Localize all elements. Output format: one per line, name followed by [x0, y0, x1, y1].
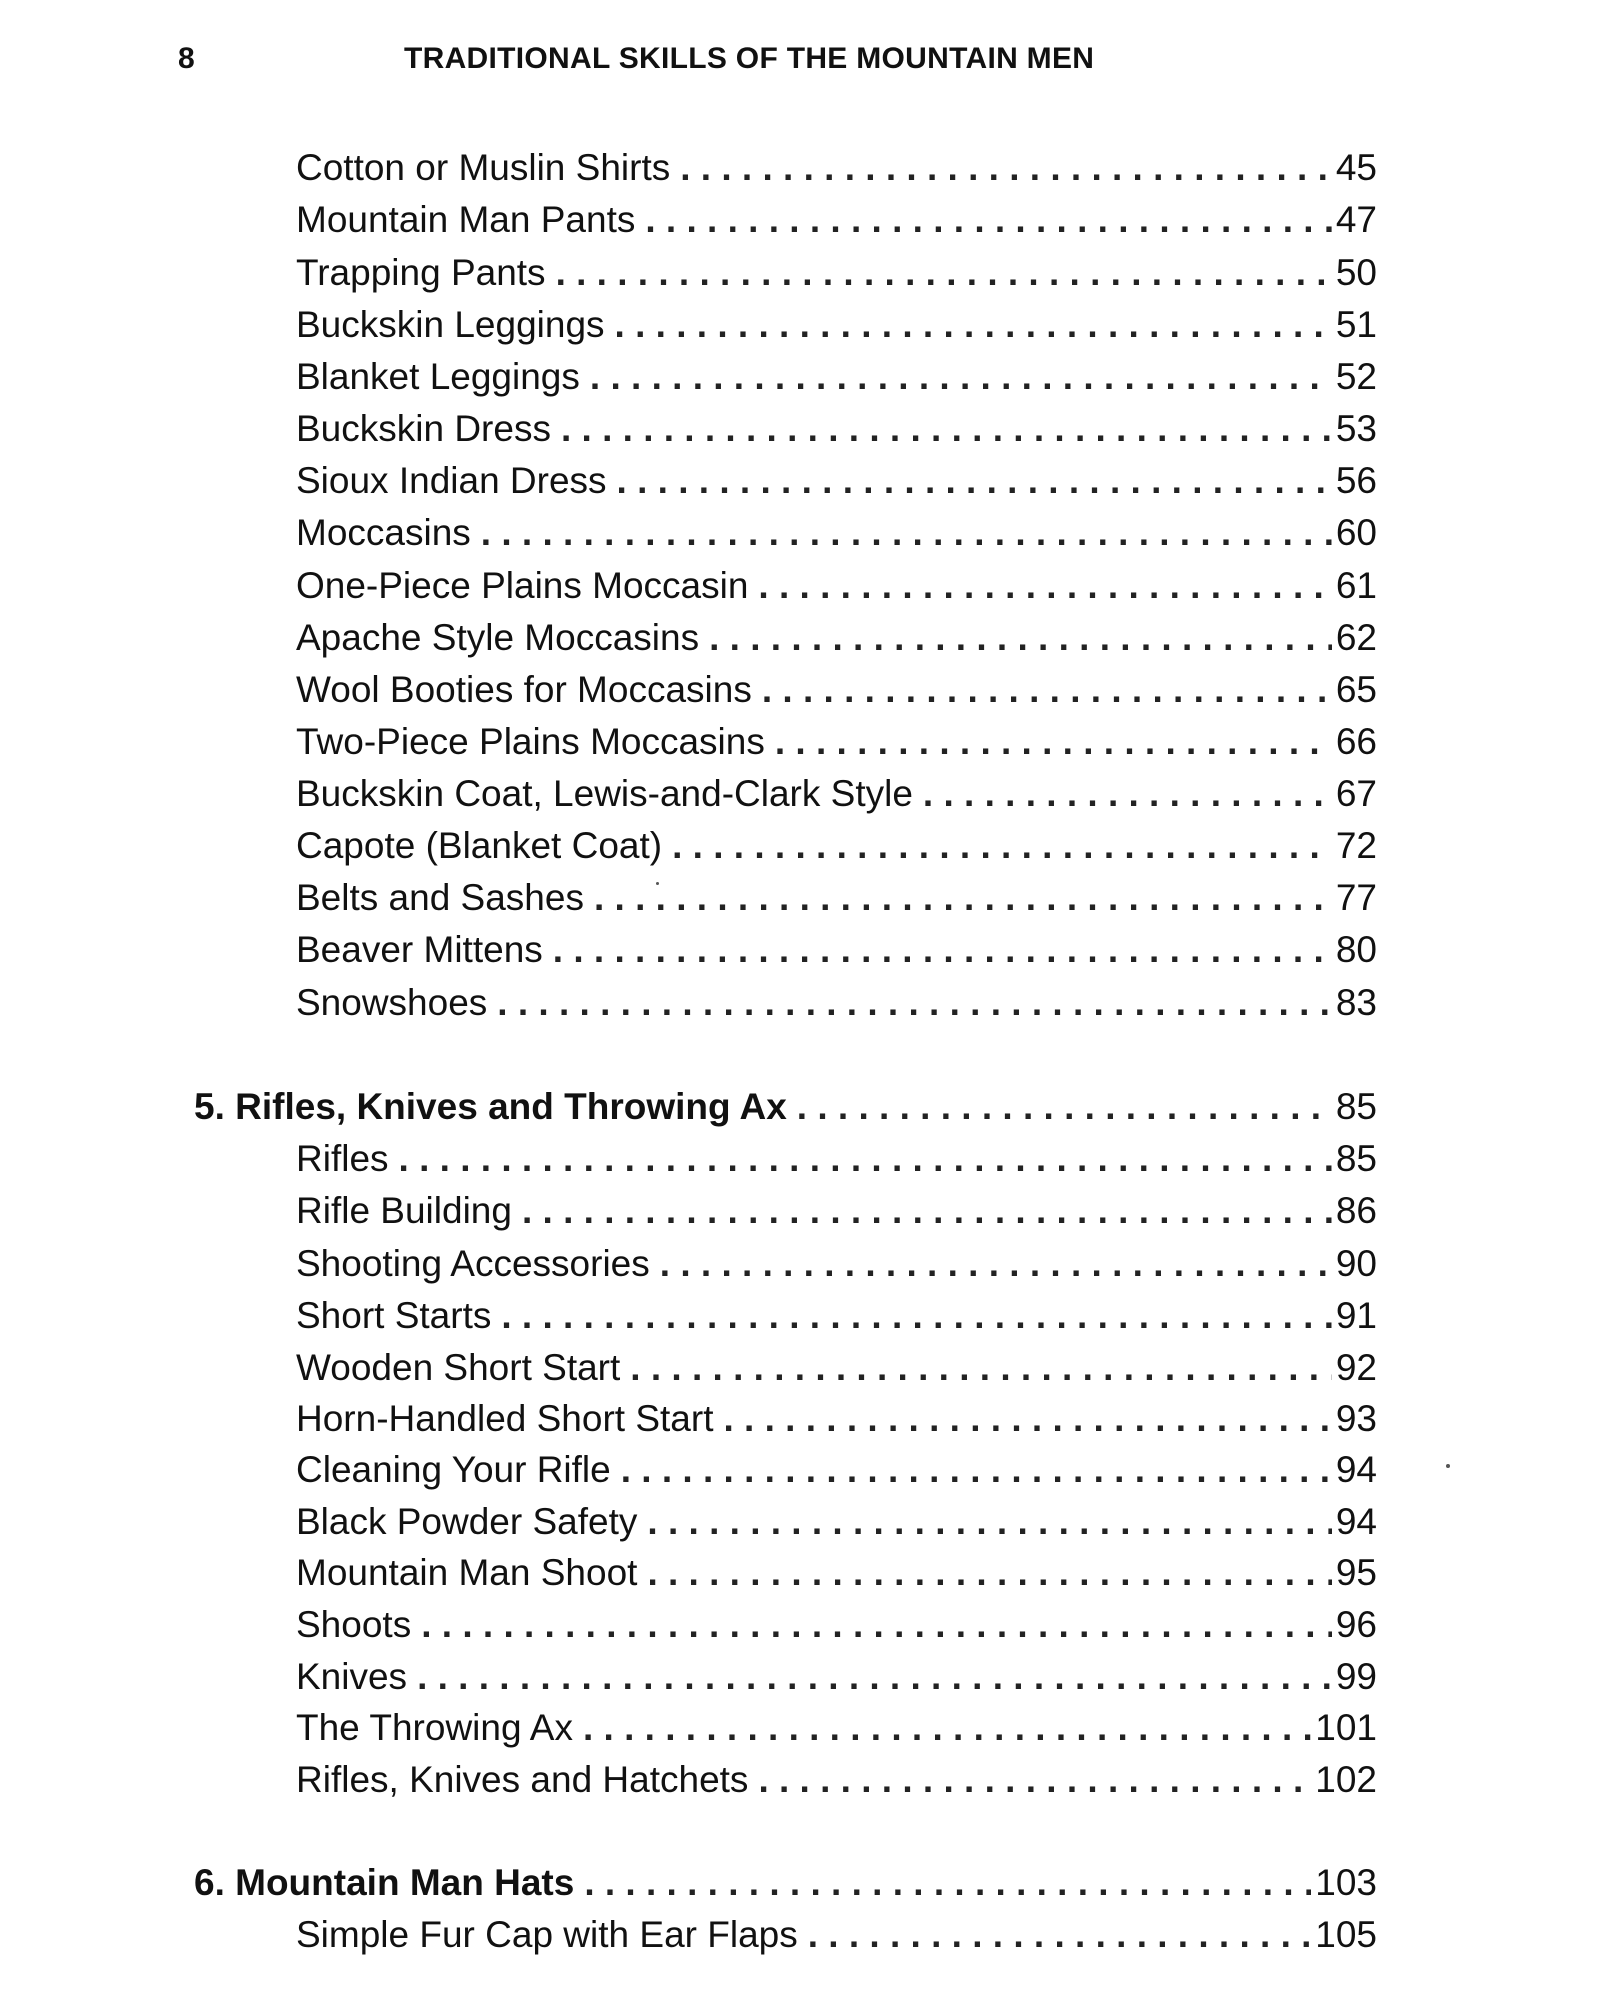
- toc-entry-title: 5. Rifles, Knives and Throwing Ax: [194, 1086, 787, 1127]
- toc-entry-title: Moccasins: [296, 512, 471, 553]
- toc-entry-page: 52: [1335, 356, 1377, 397]
- dot-leader: [553, 926, 1332, 974]
- toc-entry: [296, 1704, 1377, 1752]
- toc-entry-page: 99: [1335, 1656, 1377, 1697]
- toc-entry-title: One-Piece Plains Moccasin: [296, 565, 749, 606]
- running-head: [178, 42, 1178, 86]
- dot-leader: [923, 770, 1332, 818]
- dot-leader: [481, 509, 1332, 557]
- toc-entry: [296, 666, 1377, 714]
- toc-entry-page: 96: [1335, 1604, 1377, 1645]
- toc-entry-title: Sioux Indian Dress: [296, 460, 607, 501]
- dot-leader: [797, 1083, 1332, 1131]
- toc-entry: [296, 770, 1377, 818]
- toc-entry-page: 80: [1335, 929, 1377, 970]
- toc-entry-page: 66: [1335, 721, 1377, 762]
- toc-entry-page: 45: [1335, 147, 1377, 188]
- toc-entry-page: 94: [1335, 1449, 1377, 1490]
- dot-leader: [417, 1653, 1332, 1701]
- toc-entry-title: Belts and Sashes: [296, 877, 584, 918]
- toc-entry-page: 101: [1315, 1707, 1377, 1748]
- toc-entry-title: Wool Booties for Moccasins: [296, 669, 752, 710]
- toc-entry-title: Cotton or Muslin Shirts: [296, 147, 671, 188]
- dot-leader: [723, 1395, 1331, 1443]
- toc-entry-title: Two-Piece Plains Moccasins: [296, 721, 765, 762]
- toc-entry: [296, 509, 1377, 557]
- toc-entry-page: 61: [1335, 565, 1377, 606]
- toc-entry-title: Rifles, Knives and Hatchets: [296, 1759, 749, 1800]
- toc-entry-title: Beaver Mittens: [296, 929, 543, 970]
- toc-entry: [296, 874, 1377, 922]
- print-speck: [1446, 1464, 1450, 1468]
- toc-entry-title: Shoots: [296, 1604, 412, 1645]
- toc-entry-title: Knives: [296, 1656, 408, 1697]
- toc-entry-title: Buckskin Dress: [296, 408, 551, 449]
- dot-leader: [647, 1549, 1331, 1597]
- dot-leader: [421, 1601, 1332, 1649]
- toc-entry-page: 93: [1335, 1398, 1377, 1439]
- dot-leader: [621, 1446, 1332, 1494]
- toc-entry: [296, 1240, 1377, 1288]
- dot-leader: [617, 457, 1332, 505]
- toc-entry-title: Capote (Blanket Coat): [296, 825, 663, 866]
- toc-entry-title: 6. Mountain Man Hats: [194, 1862, 575, 1903]
- toc-entry-page: 83: [1335, 982, 1377, 1023]
- toc-entry-title: Trapping Pants: [296, 252, 546, 293]
- toc-entry: [296, 1446, 1377, 1494]
- toc-entry: [296, 1911, 1377, 1959]
- dot-leader: [501, 1292, 1331, 1340]
- dot-leader: [709, 614, 1332, 662]
- toc-entry: [296, 1344, 1377, 1392]
- dot-leader: [399, 1135, 1332, 1183]
- toc-entry-title: Buckskin Leggings: [296, 304, 605, 345]
- toc-entry-page: 102: [1315, 1759, 1377, 1800]
- toc-entry-title: Buckskin Coat, Lewis-and-Clark Style: [296, 773, 913, 814]
- toc-entry-title: Rifles: [296, 1138, 389, 1179]
- toc-entry-title: Horn-Handled Short Start: [296, 1398, 714, 1439]
- toc-entry: [296, 1187, 1377, 1235]
- toc-entry-title: Cleaning Your Rifle: [296, 1449, 611, 1490]
- toc-entry-page: 86: [1335, 1190, 1377, 1231]
- toc-entry-page: 77: [1335, 877, 1377, 918]
- page-number: 8: [178, 42, 195, 75]
- toc-entry: [296, 614, 1377, 662]
- dot-leader: [583, 1704, 1311, 1752]
- toc-entry-title: Short Starts: [296, 1295, 492, 1336]
- toc-entry-title: Mountain Man Shoot: [296, 1552, 638, 1593]
- toc-entry: [296, 1601, 1377, 1649]
- toc-entry: [296, 1498, 1377, 1546]
- toc-entry: [296, 457, 1377, 505]
- toc-entry-page: 90: [1335, 1243, 1377, 1284]
- running-title: TRADITIONAL SKILLS OF THE MOUNTAIN MEN: [404, 42, 1095, 75]
- toc-entry: [296, 301, 1377, 349]
- toc-entry: [296, 1756, 1377, 1804]
- toc-entry-page: 95: [1335, 1552, 1377, 1593]
- toc-entry-page: 65: [1335, 669, 1377, 710]
- toc-entry-title: Black Powder Safety: [296, 1501, 638, 1542]
- toc-entry: [296, 1292, 1377, 1340]
- toc-entry-title: The Throwing Ax: [296, 1707, 573, 1748]
- dot-leader: [590, 353, 1332, 401]
- dot-leader: [660, 1240, 1332, 1288]
- toc-entry-page: 50: [1335, 252, 1377, 293]
- toc-entry: [296, 405, 1377, 453]
- toc-entry-page: 62: [1335, 617, 1377, 658]
- toc-entry-title: Snowshoes: [296, 982, 488, 1023]
- dot-leader: [758, 562, 1331, 610]
- toc-entry-page: 92: [1335, 1347, 1377, 1388]
- toc-chapter-entry: [194, 1859, 1377, 1907]
- toc-entry: [296, 353, 1377, 401]
- dot-leader: [630, 1344, 1332, 1392]
- toc-entry: [296, 249, 1377, 297]
- dot-leader: [645, 196, 1331, 244]
- toc-entry: [296, 718, 1377, 766]
- toc-entry: [296, 196, 1377, 244]
- toc-entry-page: 72: [1335, 825, 1377, 866]
- toc-entry: [296, 822, 1377, 870]
- toc-entry-title: Simple Fur Cap with Ear Flaps: [296, 1914, 798, 1955]
- toc-entry-title: Shooting Accessories: [296, 1243, 650, 1284]
- toc-entry: [296, 1549, 1377, 1597]
- toc-entry-page: 56: [1335, 460, 1377, 501]
- toc-entry-page: 51: [1335, 304, 1377, 345]
- toc-entry: [296, 1395, 1377, 1443]
- toc-entry-title: Apache Style Moccasins: [296, 617, 700, 658]
- print-speck: [656, 882, 659, 885]
- dot-leader: [594, 874, 1332, 922]
- toc-chapter-entry: [194, 1083, 1377, 1131]
- toc-entry-page: 85: [1335, 1138, 1377, 1179]
- dot-leader: [615, 301, 1332, 349]
- toc-entry-page: 53: [1335, 408, 1377, 449]
- toc-entry-title: Wooden Short Start: [296, 1347, 621, 1388]
- dot-leader: [775, 718, 1332, 766]
- toc-entry-title: Rifle Building: [296, 1190, 512, 1231]
- toc-entry: [296, 1135, 1377, 1183]
- toc-entry-page: 67: [1335, 773, 1377, 814]
- toc-entry: [296, 144, 1377, 192]
- toc-entry: [296, 1653, 1377, 1701]
- toc-entry: [296, 926, 1377, 974]
- dot-leader: [758, 1756, 1311, 1804]
- toc-entry-page: 103: [1315, 1862, 1377, 1903]
- dot-leader: [584, 1859, 1311, 1907]
- dot-leader: [672, 822, 1332, 870]
- toc-entry-page: 94: [1335, 1501, 1377, 1542]
- dot-leader: [647, 1498, 1331, 1546]
- dot-leader: [762, 666, 1332, 714]
- toc-entry: [296, 979, 1377, 1027]
- toc-entry-page: 85: [1335, 1086, 1377, 1127]
- dot-leader: [680, 144, 1332, 192]
- toc-entry-page: 91: [1335, 1295, 1377, 1336]
- dot-leader: [497, 979, 1332, 1027]
- toc-entry-page: 60: [1335, 512, 1377, 553]
- toc-entry-title: Mountain Man Pants: [296, 199, 636, 240]
- toc-entry-title: Blanket Leggings: [296, 356, 580, 397]
- toc-entry: [296, 562, 1377, 610]
- dot-leader: [808, 1911, 1312, 1959]
- dot-leader: [556, 249, 1332, 297]
- dot-leader: [561, 405, 1332, 453]
- toc-entry-page: 47: [1335, 199, 1377, 240]
- toc-entry-page: 105: [1315, 1914, 1377, 1955]
- dot-leader: [522, 1187, 1332, 1235]
